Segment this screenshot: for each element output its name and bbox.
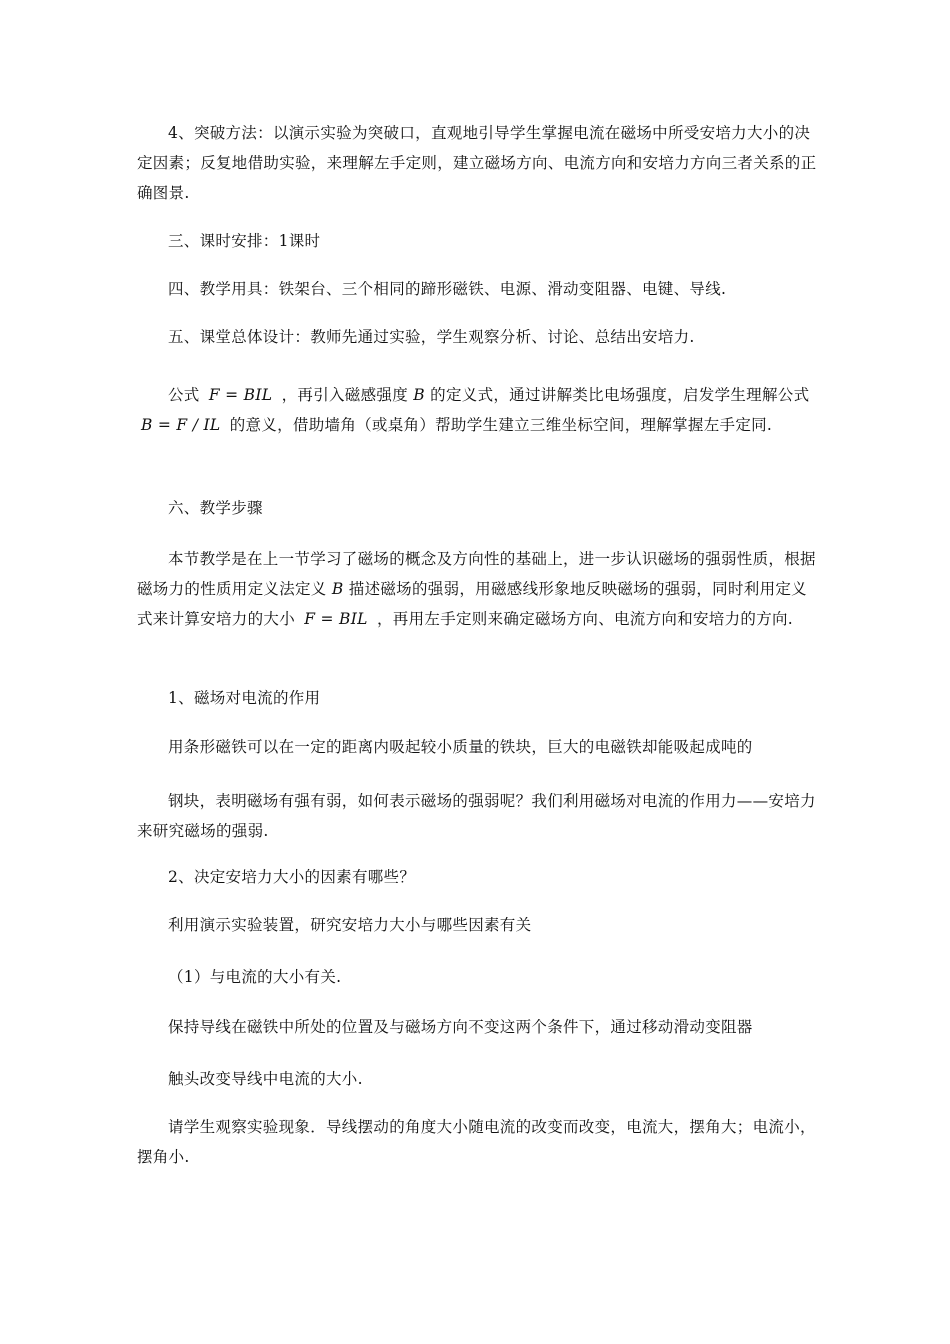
paragraph-keep-position: 保持导线在磁铁中所处的位置及与磁场方向不变这两个条件下，通过移动滑动变阻器 [168, 1018, 753, 1036]
formula-intro-text-d: 的意义，借助墙角（或桌角）帮助学生建立三维坐标空间，理解掌握左手定同. [229, 416, 773, 434]
overview-text-c: ，再用左手定则来确定磁场方向、电流方向和安培力的方向. [377, 610, 794, 628]
formula-intro-text-a: 公式 [168, 386, 200, 404]
heading-field-on-current: 1、磁场对电流的作用 [168, 689, 321, 707]
formula-b-f-il: B = F / IL [141, 416, 221, 434]
paragraph-steel-block: 钢块，表明磁场有强有弱，如何表示磁场的强弱呢？我们利用磁场对电流的作用力——安培力来研究磁场的强弱. [137, 792, 816, 840]
overview-text-b: 描述磁场的强弱，用磁感线形象地反映磁场的强弱，同时利用定义式来计算安培力的大小 [137, 580, 807, 628]
variable-b: B [413, 386, 425, 404]
paragraph-observe-phenomenon: 请学生观察实验现象．导线摆动的角度大小随电流的改变而改变，电流大，摆角大；电流小，摆角小. [137, 1118, 816, 1166]
paragraph-class-hours: 三、课时安排：1课时 [168, 232, 321, 250]
paragraph-demo-setup: 利用演示实验装置，研究安培力大小与哪些因素有关 [168, 916, 532, 934]
paragraph-teaching-tools: 四、教学用具：铁架台、三个相同的蹄形磁铁、电源、滑动变阻器、电键、导线. [168, 280, 727, 298]
paragraph-overall-design: 五、课堂总体设计：教师先通过实验，学生观察分析、讨论、总结出安培力. [168, 328, 695, 346]
paragraph-bar-magnet: 用条形磁铁可以在一定的距离内吸起较小质量的铁块，巨大的电磁铁却能吸起成吨的 [168, 738, 753, 756]
heading-ampere-force-factors: 2、决定安培力大小的因素有哪些？ [168, 868, 416, 886]
paragraph-breakthrough-method: 4、突破方法：以演示实验为突破口，直观地引导学生掌握电流在磁场中所受安培力大小的决定因素；反复地借助实验，来理解左手定则，建立磁场方向、电流方向和安培力方向三者关系的正确图景. [137, 124, 817, 202]
variable-b-definition: B [331, 580, 344, 598]
paragraph-lesson-overview [137, 544, 817, 634]
formula-intro-text-b: ，再引入磁感强度 [281, 386, 408, 404]
formula-intro-text-c: 的定义式，通过讲解类比电场强度，启发学生理解公式 [430, 386, 810, 404]
paragraph-change-current: 触头改变导线中电流的大小. [168, 1070, 363, 1088]
formula-f-bil: F = BIL [208, 386, 273, 404]
item-current-magnitude: （1）与电流的大小有关. [168, 968, 342, 986]
formula-f-bil-2: F = BIL [304, 610, 368, 628]
overview-text-a: 本节教学是在上一节学习了磁场的概念及方向性的基础上，进一步认识磁场的强弱性质，根据磁场力的性质用定义法定义 [137, 550, 816, 598]
paragraph-formula-intro [137, 380, 817, 440]
section-teaching-steps: 六、教学步骤 [168, 499, 263, 517]
